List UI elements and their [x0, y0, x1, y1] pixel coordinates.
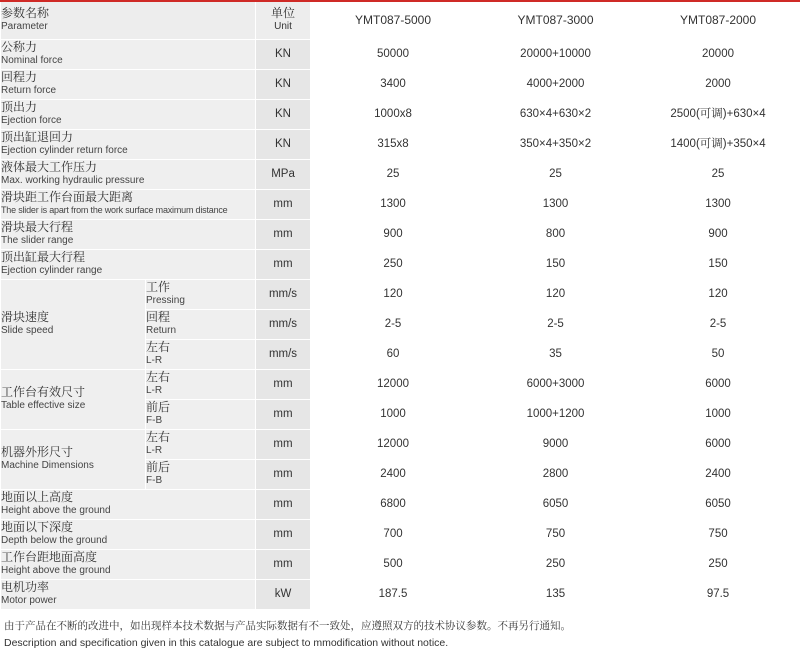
param-name-en: The slider is apart from the work surface maximum distance [1, 205, 228, 215]
row-machine-dim-lr [1, 429, 800, 459]
row-max-pressure [1, 159, 800, 189]
param-name-zh: 滑块距工作台面最大距离 [1, 190, 134, 204]
value-cell: 97.5 [636, 579, 800, 609]
value-cell: 1300 [636, 189, 800, 219]
param-name-en: Motor power [1, 595, 57, 606]
param-name [1, 519, 256, 549]
group-name-zh: 工作台有效尺寸 [1, 385, 86, 399]
table-header-row [1, 1, 800, 39]
group-name-zh: 机器外形尺寸 [1, 445, 74, 459]
group-name-machine-dimensions [1, 429, 146, 489]
value-cell: 630×4+630×2 [476, 99, 636, 129]
value-cell: 120 [311, 279, 476, 309]
row-return-force [1, 69, 800, 99]
sub-param-en: F-B [146, 415, 163, 426]
row-table-size-lr [1, 369, 800, 399]
value-cell: 60 [311, 339, 476, 369]
unit-cell: mm [256, 189, 311, 219]
param-name [1, 99, 256, 129]
param-name-en: Max. working hydraulic pressure [1, 175, 145, 186]
unit-cell: MPa [256, 159, 311, 189]
unit-cell: KN [256, 39, 311, 69]
sub-param-en: Pressing [146, 295, 185, 306]
unit-cell: mm [256, 549, 311, 579]
value-cell: 150 [636, 249, 800, 279]
param-name [1, 579, 256, 609]
row-ejection-force [1, 99, 800, 129]
param-name [1, 189, 256, 219]
unit-cell: KN [256, 129, 311, 159]
header-unit-zh: 单位 [271, 6, 296, 21]
param-name-en: Height above the ground [1, 505, 111, 516]
param-name-en: The slider range [1, 235, 74, 246]
value-cell: 2500(可调)+630×4 [636, 99, 800, 129]
value-cell: 135 [476, 579, 636, 609]
value-cell: 700 [311, 519, 476, 549]
header-model-1: YMT087-5000 [311, 1, 476, 39]
param-name [1, 249, 256, 279]
value-cell: 3400 [311, 69, 476, 99]
value-cell: 1300 [476, 189, 636, 219]
value-cell: 25 [311, 159, 476, 189]
group-name-slide-speed [1, 279, 146, 369]
param-name-en: Ejection cylinder return force [1, 145, 128, 156]
value-cell: 20000+10000 [476, 39, 636, 69]
value-cell: 6050 [476, 489, 636, 519]
value-cell: 350×4+350×2 [476, 129, 636, 159]
param-name-zh: 地面以下深度 [1, 520, 74, 534]
header-parameter-en: Parameter [1, 21, 48, 33]
row-slider-range [1, 219, 800, 249]
row-height-above-ground [1, 489, 800, 519]
header-parameter-zh: 参数名称 [1, 6, 50, 21]
value-cell: 2000 [636, 69, 800, 99]
value-cell: 150 [476, 249, 636, 279]
value-cell: 1400(可调)+350×4 [636, 129, 800, 159]
value-cell: 50 [636, 339, 800, 369]
value-cell: 2800 [476, 459, 636, 489]
param-name [1, 129, 256, 159]
value-cell: 250 [476, 549, 636, 579]
param-name [1, 69, 256, 99]
value-cell: 6000 [636, 369, 800, 399]
value-cell: 120 [636, 279, 800, 309]
row-table-height [1, 549, 800, 579]
value-cell: 120 [476, 279, 636, 309]
value-cell: 750 [476, 519, 636, 549]
param-name-en: Return force [1, 85, 57, 96]
value-cell: 12000 [311, 369, 476, 399]
unit-cell: mm [256, 249, 311, 279]
value-cell: 9000 [476, 429, 636, 459]
value-cell: 500 [311, 549, 476, 579]
row-ejection-range [1, 249, 800, 279]
unit-cell: mm [256, 519, 311, 549]
sub-param-zh: 前后 [146, 460, 171, 474]
header-unit [256, 1, 311, 39]
value-cell: 1000+1200 [476, 399, 636, 429]
value-cell: 4000+2000 [476, 69, 636, 99]
value-cell: 50000 [311, 39, 476, 69]
value-cell: 12000 [311, 429, 476, 459]
row-motor-power [1, 579, 800, 609]
unit-cell: mm [256, 219, 311, 249]
group-name-en: Machine Dimensions [1, 460, 94, 471]
unit-cell: KN [256, 99, 311, 129]
value-cell: 1000 [311, 399, 476, 429]
sub-param [146, 429, 256, 459]
param-name-en: Ejection cylinder range [1, 265, 103, 276]
value-cell: 2-5 [476, 309, 636, 339]
param-name-zh: 顶出力 [1, 100, 38, 114]
param-name-zh: 液体最大工作压力 [1, 160, 98, 174]
unit-cell: mm/s [256, 279, 311, 309]
sub-param-zh: 左右 [146, 430, 171, 444]
sub-param-en: L-R [146, 355, 163, 366]
value-cell: 2-5 [636, 309, 800, 339]
sub-param [146, 309, 256, 339]
row-ejection-return-force [1, 129, 800, 159]
value-cell: 6000+3000 [476, 369, 636, 399]
unit-cell: mm/s [256, 339, 311, 369]
group-name-en: Slide speed [1, 325, 54, 336]
unit-cell: mm/s [256, 309, 311, 339]
unit-cell: mm [256, 429, 311, 459]
header-model-3: YMT087-2000 [636, 1, 800, 39]
value-cell: 315x8 [311, 129, 476, 159]
value-cell: 25 [476, 159, 636, 189]
value-cell: 6050 [636, 489, 800, 519]
sub-param-en: F-B [146, 475, 163, 486]
param-name-zh: 顶出缸退回力 [1, 130, 74, 144]
sub-param [146, 339, 256, 369]
value-cell: 900 [636, 219, 800, 249]
sub-param [146, 459, 256, 489]
unit-cell: kW [256, 579, 311, 609]
param-name-en: Depth below the ground [1, 535, 108, 546]
sub-param-zh: 前后 [146, 400, 171, 414]
value-cell: 35 [476, 339, 636, 369]
param-name [1, 489, 256, 519]
value-cell: 2-5 [311, 309, 476, 339]
row-depth-below-ground [1, 519, 800, 549]
sub-param-en: Return [146, 325, 177, 336]
param-name-zh: 顶出缸最大行程 [1, 250, 86, 264]
value-cell: 6000 [636, 429, 800, 459]
footnote-zh: 由于产品在不断的改进中，如出现样本技术数据与产品实际数据有不一致处，应遵照双方的技术协议参数。不再另行通知。 [4, 619, 571, 632]
unit-cell: KN [256, 69, 311, 99]
sub-param-zh: 工作 [146, 280, 171, 294]
value-cell: 800 [476, 219, 636, 249]
group-name-en: Table effective size [1, 400, 86, 411]
sub-param [146, 369, 256, 399]
param-name-zh: 滑块最大行程 [1, 220, 74, 234]
group-name-zh: 滑块速度 [1, 310, 50, 324]
param-name-en: Height above the ground [1, 565, 111, 576]
value-cell: 187.5 [311, 579, 476, 609]
value-cell: 25 [636, 159, 800, 189]
sub-param [146, 399, 256, 429]
value-cell: 1000 [636, 399, 800, 429]
param-name-en: Ejection force [1, 115, 62, 126]
header-unit-en: Unit [274, 21, 292, 33]
param-name-en: Nominal force [1, 55, 63, 66]
value-cell: 20000 [636, 39, 800, 69]
value-cell: 2400 [636, 459, 800, 489]
footnote-en: Description and specification given in this catalogue are subject to mmodification without notice. [4, 636, 449, 649]
unit-cell: mm [256, 369, 311, 399]
value-cell: 900 [311, 219, 476, 249]
group-name-table-size [1, 369, 146, 429]
sub-param-en: L-R [146, 445, 163, 456]
value-cell: 1300 [311, 189, 476, 219]
sub-param-zh: 左右 [146, 370, 171, 384]
param-name-zh: 地面以上高度 [1, 490, 74, 504]
value-cell: 250 [311, 249, 476, 279]
unit-cell: mm [256, 399, 311, 429]
sub-param-zh: 回程 [146, 310, 171, 324]
header-parameter [1, 1, 256, 39]
row-slider-distance [1, 189, 800, 219]
value-cell: 1000x8 [311, 99, 476, 129]
header-model-2: YMT087-3000 [476, 1, 636, 39]
sub-param [146, 279, 256, 309]
param-name-zh: 回程力 [1, 70, 38, 84]
sub-param-zh: 左右 [146, 340, 171, 354]
param-name [1, 39, 256, 69]
value-cell: 2400 [311, 459, 476, 489]
unit-cell: mm [256, 489, 311, 519]
param-name [1, 159, 256, 189]
row-nominal-force [1, 39, 800, 69]
param-name [1, 219, 256, 249]
sub-param-en: L-R [146, 385, 163, 396]
param-name-zh: 公称力 [1, 40, 38, 54]
value-cell: 6800 [311, 489, 476, 519]
footnote [0, 610, 800, 652]
value-cell: 750 [636, 519, 800, 549]
value-cell: 250 [636, 549, 800, 579]
row-slide-speed-pressing [1, 279, 800, 309]
param-name-zh: 工作台距地面高度 [1, 550, 98, 564]
unit-cell: mm [256, 459, 311, 489]
param-name-zh: 电机功率 [1, 580, 50, 594]
param-name [1, 549, 256, 579]
